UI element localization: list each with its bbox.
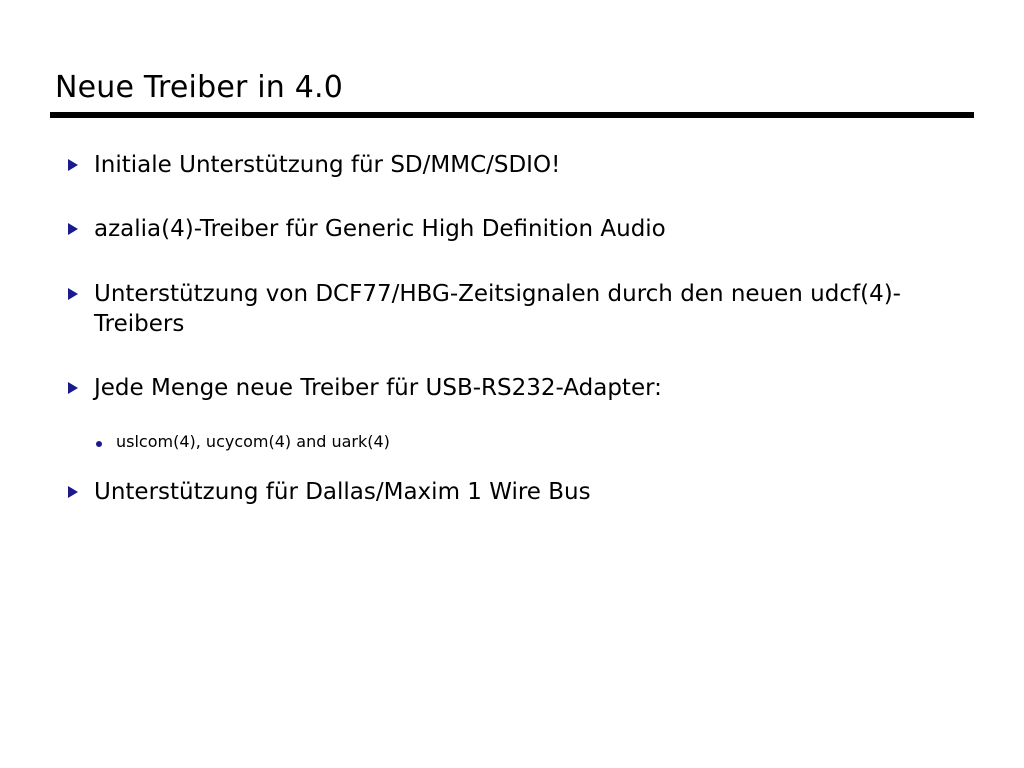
list-item-label: Jede Menge neue Treiber für USB-RS232-Adapter: [94,375,662,402]
triangle-bullet-icon [68,150,94,174]
triangle-bullet-icon [68,279,94,303]
list-item-label: Initiale Unterstützung für SD/MMC/SDIO! [94,152,561,178]
list-item [68,373,968,403]
triangle-bullet-icon [68,373,94,397]
list-item [68,214,968,244]
triangle-bullet-icon [68,477,94,501]
page-title: Neue Treiber in 4.0 [55,70,344,105]
list-item [68,150,968,180]
list-item-label: azalia(4)-Treiber für Generic High Definition Audio [94,216,666,243]
list-item [68,477,968,507]
slide-content [68,150,968,535]
list-item [68,279,968,340]
list-item-label: Unterstützung für Dallas/Maxim 1 Wire Bus [94,478,591,505]
triangle-bullet-icon [68,214,94,238]
list-item-label: uslcom(4), ucycom(4) and uark(4) [116,431,390,451]
list-item-label: Unterstützung von DCF77/HBG-Zeitsignalen durch den neuen udcf(4)-Treibers [94,280,901,338]
list-item [96,432,968,453]
round-bullet-icon [96,432,116,449]
title-divider [50,112,974,118]
